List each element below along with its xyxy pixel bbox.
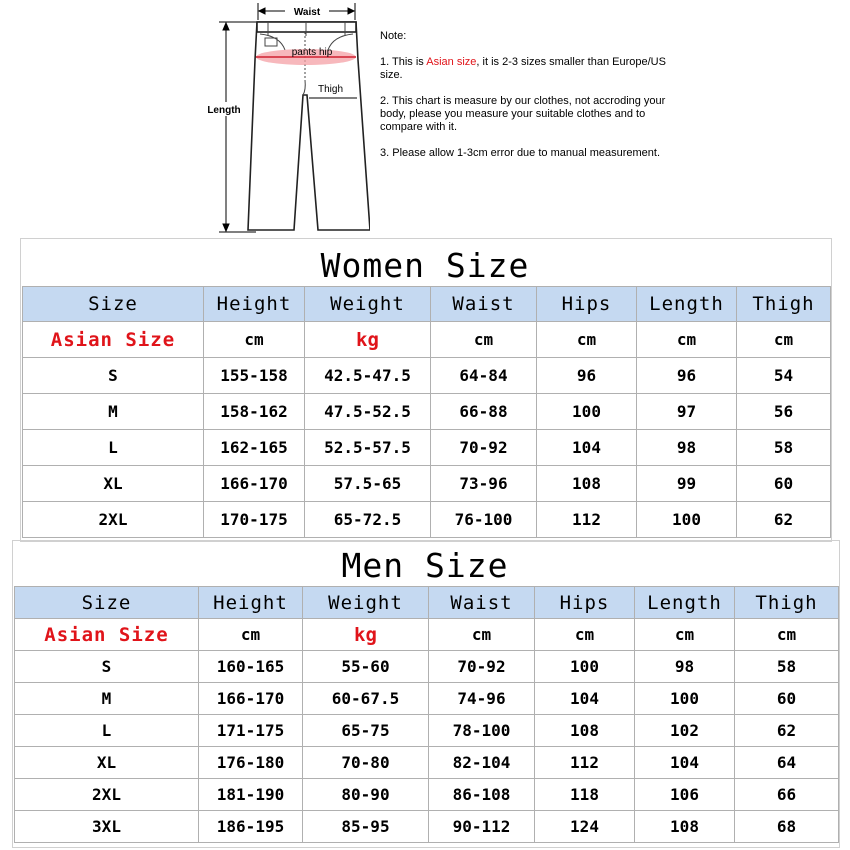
men-header-row-cell: Hips [535,587,635,619]
men-size-row-cell: 62 [735,715,839,747]
men-size-row-cell: 70-80 [303,747,429,779]
women-size-row [23,394,831,430]
men-unit-row-cell: cm [535,619,635,651]
men-size-title: Men Size [341,546,509,585]
women-size-row-cell: L [23,430,204,466]
men-unit-row-cell: kg [303,619,429,651]
women-unit-row-cell: cm [431,322,537,358]
men-header-row-cell: Waist [429,587,535,619]
women-unit-row-cell: cm [537,322,637,358]
note-1-prefix: 1. This is [380,56,427,68]
men-size-row-cell: 118 [535,779,635,811]
men-header-row-cell: Height [199,587,303,619]
men-size-row-cell: 181-190 [199,779,303,811]
women-header-row-cell: Hips [537,287,637,322]
women-header-row-cell: Height [204,287,305,322]
women-header-row [23,287,831,322]
men-size-row [15,651,839,683]
women-unit-row-cell: cm [204,322,305,358]
men-size-row-cell: 124 [535,811,635,843]
men-size-row-cell: 104 [535,683,635,715]
thigh-label: Thigh [318,84,344,95]
women-size-title: Women Size [320,246,530,285]
men-header-row-cell: Weight [303,587,429,619]
men-size-row-cell: XL [15,747,199,779]
women-size-row-cell: 100 [637,502,737,538]
men-header-row-cell: Length [635,587,735,619]
men-unit-row-cell: cm [199,619,303,651]
men-size-row-cell: 68 [735,811,839,843]
women-size-row-cell: 58 [737,430,831,466]
women-size-row-cell: 42.5-47.5 [305,358,431,394]
women-size-row-cell: 66-88 [431,394,537,430]
men-size-row-cell: 55-60 [303,651,429,683]
women-size-row-cell: S [23,358,204,394]
men-size-row-cell: 171-175 [199,715,303,747]
length-label: Length [207,105,241,116]
women-size-row-cell: 100 [537,394,637,430]
women-size-row [23,466,831,502]
men-size-row-cell: 106 [635,779,735,811]
men-size-row-cell: 60 [735,683,839,715]
women-header-row-cell: Length [637,287,737,322]
women-size-row-cell: 73-96 [431,466,537,502]
women-size-row-cell: 162-165 [204,430,305,466]
men-size-row-cell: 176-180 [199,747,303,779]
women-size-row-cell: 62 [737,502,831,538]
women-size-row [23,358,831,394]
men-size-row-cell: 65-75 [303,715,429,747]
men-size-row-cell: 108 [635,811,735,843]
women-size-row-cell: 97 [637,394,737,430]
men-size-row-cell: 90-112 [429,811,535,843]
men-header-row [15,587,839,619]
men-header-row-cell: Size [15,587,199,619]
waist-label: Waist [293,7,321,18]
men-size-row-cell: 80-90 [303,779,429,811]
men-size-row [15,811,839,843]
women-size-row-cell: 60 [737,466,831,502]
men-size-row-cell: 3XL [15,811,199,843]
men-unit-row-cell: cm [735,619,839,651]
women-size-row-cell: 166-170 [204,466,305,502]
men-size-row-cell: 186-195 [199,811,303,843]
men-size-row-cell: 104 [635,747,735,779]
women-size-row-cell: 98 [637,430,737,466]
note-1-suffix: , it is 2-3 sizes smaller than Europe/US size. [380,56,666,81]
women-size-row [23,502,831,538]
women-unit-row [23,322,831,358]
women-size-row-cell: 170-175 [204,502,305,538]
men-unit-row [15,619,839,651]
pants-measurement-diagram [195,0,370,240]
notes-heading: Note: [380,30,407,42]
men-size-row-cell: 2XL [15,779,199,811]
women-size-row-cell: 70-92 [431,430,537,466]
men-size-row-cell: 112 [535,747,635,779]
women-size-row-cell: 108 [537,466,637,502]
women-size-row [23,430,831,466]
men-size-row-cell: 98 [635,651,735,683]
women-size-row-cell: 65-72.5 [305,502,431,538]
women-size-row-cell: 155-158 [204,358,305,394]
women-size-row-cell: 52.5-57.5 [305,430,431,466]
men-size-row-cell: 102 [635,715,735,747]
note-1 [380,56,690,82]
women-size-row-cell: 99 [637,466,737,502]
men-size-row [15,779,839,811]
men-size-row [15,683,839,715]
men-unit-row-cell: Asian Size [15,619,199,651]
men-header-row-cell: Thigh [735,587,839,619]
men-size-row-cell: 108 [535,715,635,747]
men-size-row-cell: 74-96 [429,683,535,715]
women-size-row-cell: 158-162 [204,394,305,430]
men-size-row-cell: 66 [735,779,839,811]
men-size-row-cell: M [15,683,199,715]
women-unit-row-cell: kg [305,322,431,358]
men-size-row-cell: 86-108 [429,779,535,811]
women-size-row-cell: 64-84 [431,358,537,394]
women-size-table [22,286,831,538]
men-size-row-cell: 64 [735,747,839,779]
women-size-row-cell: 57.5-65 [305,466,431,502]
men-size-row [15,715,839,747]
men-unit-row-cell: cm [635,619,735,651]
women-unit-row-cell: Asian Size [23,322,204,358]
women-size-row-cell: 76-100 [431,502,537,538]
women-header-row-cell: Thigh [737,287,831,322]
women-unit-row-cell: cm [637,322,737,358]
women-size-row-cell: 56 [737,394,831,430]
women-size-row-cell: 112 [537,502,637,538]
women-header-row-cell: Weight [305,287,431,322]
men-size-row-cell: 100 [535,651,635,683]
hip-label: pants hip [291,47,333,58]
men-size-row-cell: 60-67.5 [303,683,429,715]
men-size-row-cell: 58 [735,651,839,683]
note-3: 3. Please allow 1-3cm error due to manual measurement. [380,147,661,159]
men-unit-row-cell: cm [429,619,535,651]
men-size-row-cell: 82-104 [429,747,535,779]
men-size-row-cell: 160-165 [199,651,303,683]
men-size-row-cell: 166-170 [199,683,303,715]
women-size-row-cell: 96 [537,358,637,394]
women-header-row-cell: Size [23,287,204,322]
women-size-row-cell: 47.5-52.5 [305,394,431,430]
women-size-row-cell: XL [23,466,204,502]
men-size-row-cell: L [15,715,199,747]
men-size-row-cell: 70-92 [429,651,535,683]
men-size-row-cell: 100 [635,683,735,715]
men-size-row-cell: 78-100 [429,715,535,747]
women-size-row-cell: 2XL [23,502,204,538]
notes-block [380,30,690,173]
women-unit-row-cell: cm [737,322,831,358]
men-size-row [15,747,839,779]
note-1-highlight: Asian size [426,56,477,68]
women-size-row-cell: 54 [737,358,831,394]
women-size-row-cell: M [23,394,204,430]
men-size-table [14,586,839,843]
men-size-row-cell: 85-95 [303,811,429,843]
women-header-row-cell: Waist [431,287,537,322]
women-size-row-cell: 104 [537,430,637,466]
women-size-row-cell: 96 [637,358,737,394]
men-size-row-cell: S [15,651,199,683]
note-2: 2. This chart is measure by our clothes, not accroding your body, please you measure your suitable clothes and to compare with it. [380,95,666,133]
